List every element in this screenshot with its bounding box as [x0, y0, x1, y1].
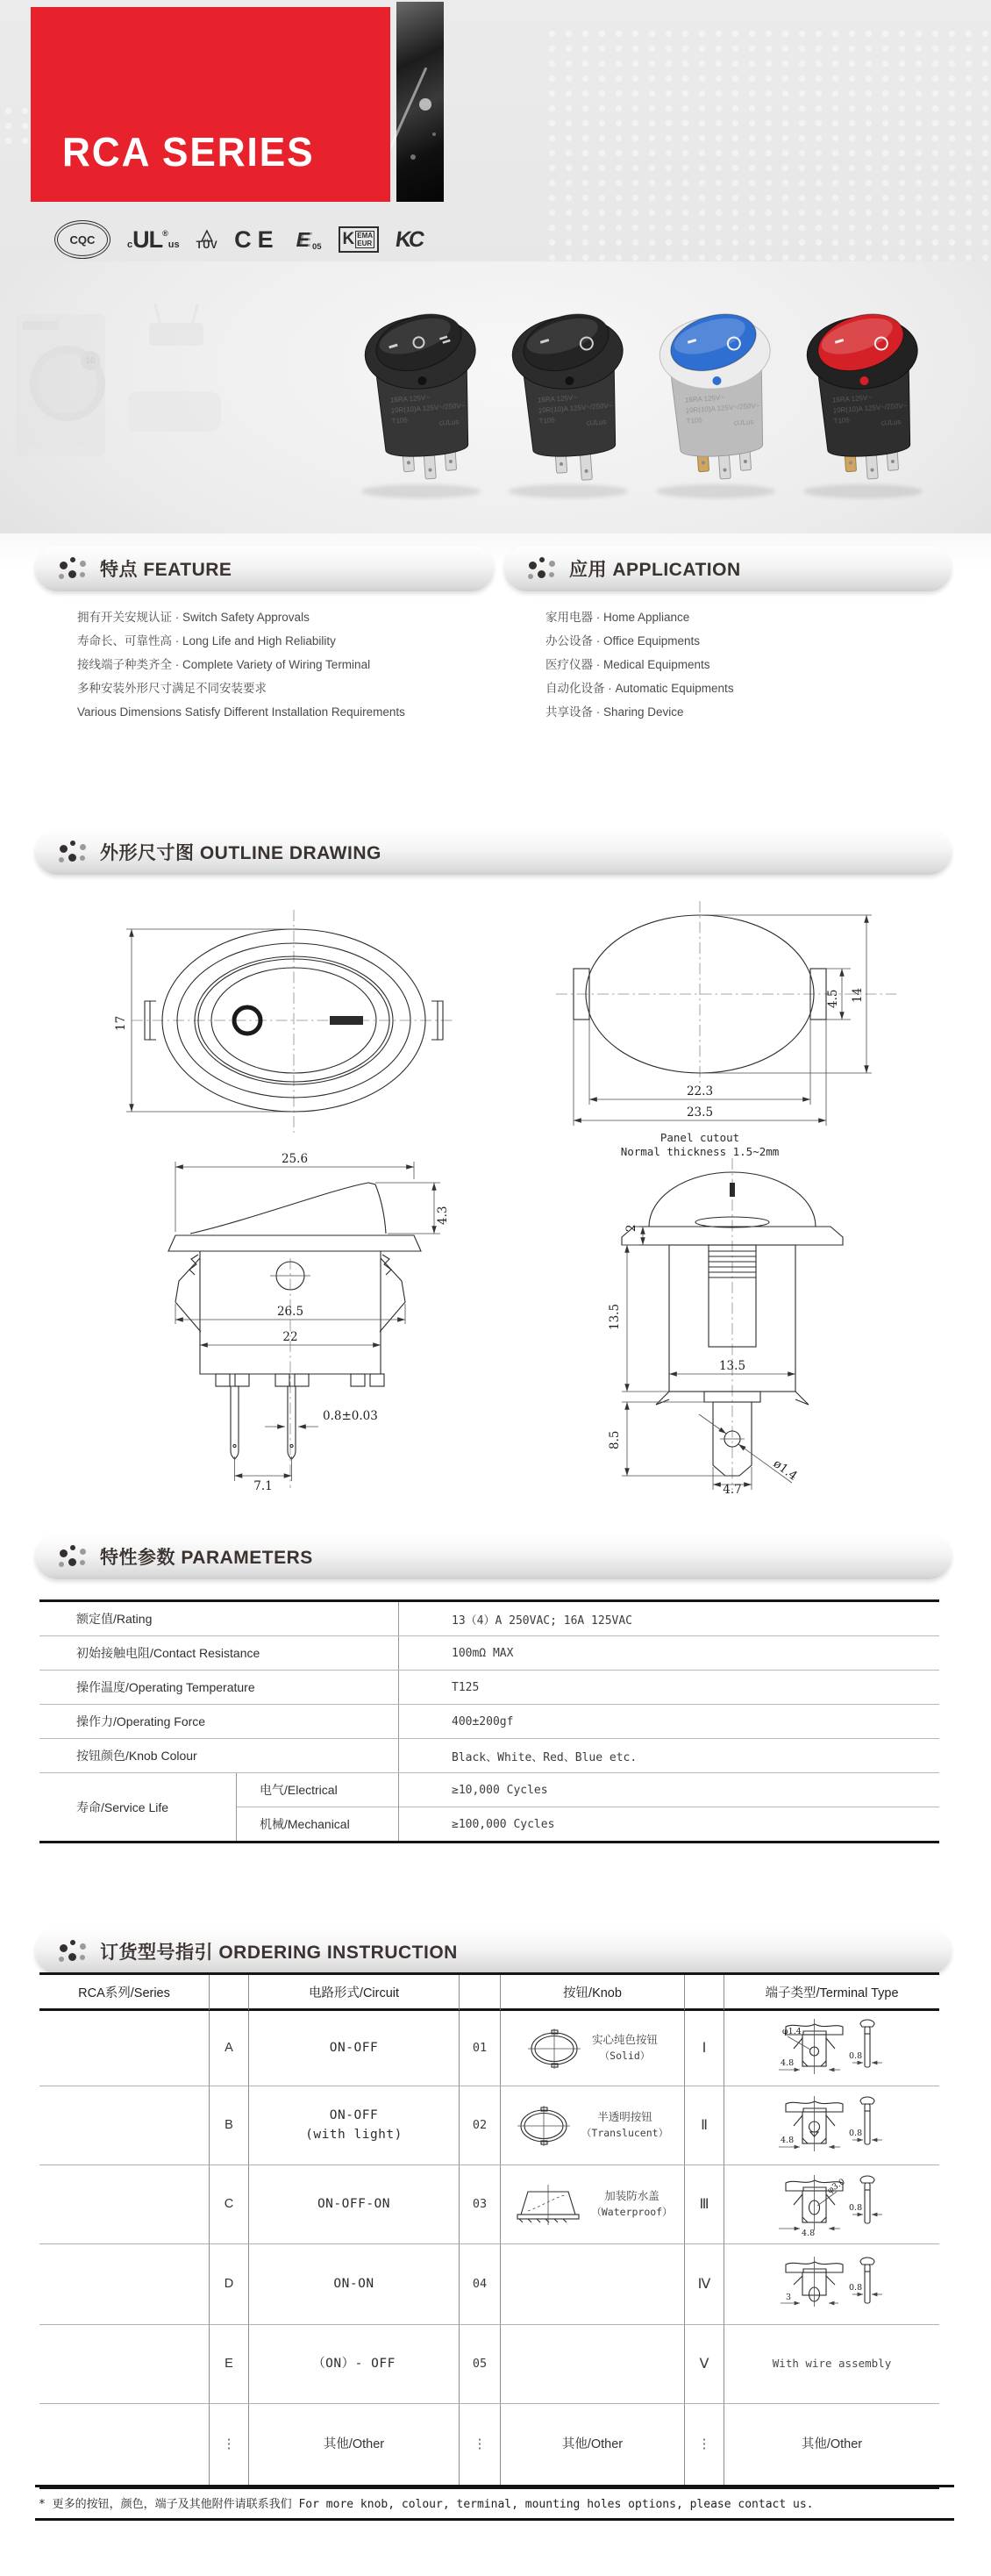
- rocker-switch-blue: [645, 283, 789, 498]
- svg-text:cULus: cULus: [733, 418, 754, 427]
- aircon-ghost-image: [128, 391, 221, 432]
- knob-label-en: （Waterproof）: [591, 2206, 673, 2219]
- terminal-drawing-3: [766, 2171, 898, 2239]
- svg-text:22: 22: [282, 1330, 298, 1344]
- svg-text:0.8: 0.8: [848, 2050, 862, 2061]
- knob-cell: [501, 2086, 685, 2165]
- svg-text:8.5: 8.5: [608, 1430, 622, 1449]
- cqc-label: CQC: [69, 233, 96, 247]
- feature-title: 特点 FEATURE: [100, 560, 232, 580]
- ul-suffix: us: [168, 239, 180, 250]
- svg-text:25.6: 25.6: [281, 1152, 309, 1166]
- circuit-cell: 其他/Other: [249, 2404, 460, 2486]
- feature-item: 拥有开关安规认证 · Switch Safety Approvals: [77, 611, 310, 624]
- column-header-knob: 按钮/Knob: [501, 1975, 685, 2011]
- terminal-drawing-2: [766, 2092, 898, 2160]
- circuit-line2: (with light): [305, 2127, 403, 2142]
- svg-text:0.8±0.03: 0.8±0.03: [323, 1409, 378, 1423]
- certification-row: [54, 219, 422, 260]
- knob-cell-empty: [501, 2244, 685, 2325]
- terminal-cell: [724, 2244, 939, 2325]
- circuit-cell: ON-ON: [249, 2244, 460, 2325]
- param-label: 寿命/Service Life: [39, 1773, 237, 1841]
- param-value: Black、White、Red、Blue etc.: [452, 1750, 638, 1764]
- tuv-triangle-icon: △: [201, 225, 213, 243]
- knob-cell: [501, 2165, 685, 2244]
- feature-list: [77, 605, 405, 724]
- rocker-switch-red: [793, 283, 937, 498]
- dot-pattern-left: [0, 104, 30, 153]
- svg-text:0.8: 0.8: [848, 2202, 862, 2213]
- param-sublabel: 电气/Electrical: [237, 1773, 398, 1807]
- terminal-roman-cell: Ⅲ: [685, 2165, 724, 2244]
- parameters-section-header: [35, 1534, 952, 1579]
- outline-title: 外形尺寸图 OUTLINE DRAWING: [100, 843, 381, 863]
- svg-text:4.8: 4.8: [801, 2228, 815, 2238]
- svg-text:4.7: 4.7: [723, 1483, 742, 1494]
- terminal-cell: [724, 2011, 939, 2086]
- terminal-roman-cell: Ⅱ: [685, 2086, 724, 2165]
- svg-text:4.8: 4.8: [780, 2135, 794, 2145]
- table-row: [39, 1739, 939, 1773]
- svg-text:cULus: cULus: [880, 418, 902, 427]
- series-cell: [39, 2325, 210, 2404]
- emark-logo: [296, 228, 322, 252]
- svg-text:17: 17: [114, 1015, 128, 1031]
- rocker-switch-black-3pos: [351, 283, 495, 498]
- param-value: 100mΩ MAX: [452, 1646, 514, 1660]
- svg-text:4.3: 4.3: [436, 1206, 450, 1225]
- svg-text:16RA 125V~: 16RA 125V~: [389, 393, 431, 404]
- svg-text:Panel cutout: Panel cutout: [659, 1131, 740, 1144]
- application-item: 医疗仪器 · Medical Equipments: [545, 658, 710, 671]
- dot-cluster-icon: [58, 838, 89, 866]
- drawing-top-view: [114, 908, 456, 1136]
- kema-line2: EUR: [357, 240, 373, 247]
- svg-text:T105: T105: [686, 416, 703, 426]
- svg-text:0.8: 0.8: [848, 2128, 862, 2138]
- code-cell: 01: [460, 2011, 501, 2086]
- svg-text:cULus: cULus: [586, 418, 607, 427]
- svg-text:φ3.0: φ3.0: [825, 2176, 847, 2195]
- knob-cell: [501, 2011, 685, 2086]
- router-ghost-image: [149, 323, 203, 346]
- svg-text:T105: T105: [538, 416, 556, 426]
- knob-label-zh: 实心纯色按钮: [591, 2033, 658, 2046]
- table-row: [39, 1671, 939, 1705]
- application-list: [545, 605, 734, 724]
- emark-number: 05: [311, 241, 322, 252]
- letter-cell: B: [210, 2086, 249, 2165]
- column-header-spacer: [210, 1975, 249, 2011]
- washer-badge: 10: [81, 351, 100, 370]
- svg-text:3: 3: [785, 2292, 791, 2302]
- application-section-header: [504, 546, 952, 591]
- tuv-logo: [196, 225, 218, 252]
- series-cell: [39, 2165, 210, 2244]
- svg-text:16RA 125V~: 16RA 125V~: [537, 393, 578, 404]
- terminal-roman-cell: Ⅰ: [685, 2011, 724, 2086]
- footer-text: * 更多的按钮，颜色，端子及其他附件请联系我们 For more knob, colour, terminal, mounting holes options, please contact us.: [39, 2498, 814, 2511]
- circuit-cell: [249, 2086, 460, 2165]
- ul-logo: [127, 226, 180, 254]
- svg-text:ø1.4: ø1.4: [770, 1456, 801, 1484]
- circuit-line1: ON-OFF: [329, 2107, 379, 2122]
- letter-cell: ⋮: [210, 2404, 249, 2486]
- svg-text:10R(10)A 125V~/250V~: 10R(10)A 125V~/250V~: [538, 401, 613, 415]
- feature-section-header: [35, 546, 494, 591]
- code-cell: 04: [460, 2244, 501, 2325]
- dot-cluster-icon: [58, 555, 89, 583]
- knob-label-zh: 半透明按钮: [597, 2110, 652, 2123]
- column-header-circuit: 电路形式/Circuit: [249, 1975, 460, 2011]
- svg-text:Normal thickness 1.5~2mm: Normal thickness 1.5~2mm: [620, 1145, 780, 1158]
- terminal-cell: With wire assembly: [724, 2325, 939, 2404]
- param-sublabel: 机械/Mechanical: [260, 1817, 350, 1831]
- param-value: 13（4）A 250VAC; 16A 125VAC: [452, 1614, 633, 1628]
- terminal-drawing-4: [766, 2252, 898, 2317]
- knob-cell: 其他/Other: [501, 2404, 685, 2486]
- kema-logo: [339, 226, 380, 253]
- title-banner: [31, 7, 390, 202]
- ul-prefix: c: [127, 239, 133, 250]
- knob-label-en: （Solid）: [599, 2050, 651, 2063]
- terminal-cell: [724, 2086, 939, 2165]
- terminal-roman-cell: Ⅳ: [685, 2244, 724, 2325]
- letter-cell: E: [210, 2325, 249, 2404]
- knob-label-en: （Translucent）: [581, 2127, 669, 2140]
- feature-item: 多种安装外形尺寸满足不同安装要求: [77, 682, 267, 695]
- svg-text:10R(10)A 125V~/250V~: 10R(10)A 125V~/250V~: [685, 401, 760, 415]
- parameters-table: [39, 1599, 939, 1843]
- ce-logo: CE: [234, 225, 280, 253]
- svg-text:22.3: 22.3: [686, 1084, 714, 1098]
- dot-pattern-topright: [544, 26, 989, 290]
- application-item: 家用电器 · Home Appliance: [545, 611, 690, 624]
- svg-text:14: 14: [851, 987, 865, 1003]
- param-label: 操作温度/Operating Temperature: [39, 1671, 399, 1704]
- knob-drawing-translucent: [517, 2104, 574, 2148]
- svg-text:10R(10)A 125V~/250V~: 10R(10)A 125V~/250V~: [832, 401, 908, 415]
- table-row: [39, 1705, 939, 1739]
- ordering-section-header: [35, 1928, 952, 1974]
- ordering-title: 订货型号指引 ORDERING INSTRUCTION: [100, 1943, 458, 1963]
- column-header-spacer: [460, 1975, 501, 2011]
- footer-note: [35, 2485, 954, 2521]
- feature-item: 接线端子种类齐全 · Complete Variety of Wiring Terminal: [77, 658, 371, 671]
- circuit-cell: （ON）- OFF: [249, 2325, 460, 2404]
- svg-text:4.8: 4.8: [780, 2057, 794, 2068]
- letter-cell: C: [210, 2165, 249, 2244]
- terminal-drawing-1: [766, 2014, 898, 2083]
- circuit-cell: ON-OFF: [249, 2011, 460, 2086]
- column-header-series: RCA系列/Series: [39, 1975, 210, 2011]
- rocker-switch-black-2pos: [498, 283, 642, 498]
- dot-cluster-icon: [58, 1937, 89, 1965]
- code-cell: ⋮: [460, 2404, 501, 2486]
- svg-text:16RA 125V~: 16RA 125V~: [684, 393, 725, 404]
- param-label: 按钮颜色/Knob Colour: [39, 1739, 399, 1772]
- ul-label: UL: [132, 225, 163, 253]
- svg-text:13.5: 13.5: [608, 1303, 622, 1330]
- column-header-spacer: [685, 1975, 724, 2011]
- kema-line1: EMA: [357, 231, 374, 240]
- application-item: 办公设备 · Office Equipments: [545, 634, 701, 648]
- table-row: [39, 1602, 939, 1636]
- terminal-roman-cell: ⋮: [685, 2404, 724, 2486]
- outline-section-header: [35, 829, 952, 875]
- svg-text:2: 2: [624, 1224, 638, 1232]
- mark-bar: [330, 1016, 363, 1025]
- svg-text:T105: T105: [833, 416, 851, 426]
- drawing-front-view: [566, 1139, 899, 1494]
- table-row: [39, 1636, 939, 1671]
- series-cell: [39, 2244, 210, 2325]
- svg-text:7.1: 7.1: [253, 1479, 273, 1493]
- svg-text:T105: T105: [391, 416, 409, 426]
- code-cell: 03: [460, 2165, 501, 2244]
- knob-label-zh: 加装防水盖: [604, 2189, 659, 2202]
- svg-text:26.5: 26.5: [276, 1305, 304, 1319]
- svg-text:cULus: cULus: [438, 418, 460, 427]
- emark-label: E: [296, 227, 310, 251]
- application-title: 应用 APPLICATION: [569, 560, 741, 580]
- param-value: T125: [452, 1680, 480, 1694]
- svg-text:23.5: 23.5: [686, 1106, 714, 1120]
- letter-cell: D: [210, 2244, 249, 2325]
- circuit-board-photo: [396, 2, 444, 202]
- drawing-side-view: [107, 1148, 467, 1494]
- param-value: 400±200gf: [452, 1714, 514, 1728]
- column-header-terminal: 端子类型/Terminal Type: [724, 1975, 939, 2011]
- param-value: ≥100,000 Cycles: [452, 1817, 555, 1831]
- dot-cluster-icon: [527, 555, 559, 583]
- washing-machine-ghost-image: [16, 314, 105, 456]
- application-item: 自动化设备 · Automatic Equipments: [545, 682, 734, 695]
- letter-cell: A: [210, 2011, 249, 2086]
- circuit-cell: ON-OFF-ON: [249, 2165, 460, 2244]
- svg-text:16RA 125V~: 16RA 125V~: [831, 393, 873, 404]
- svg-text:0.8: 0.8: [848, 2282, 862, 2293]
- knob-cell-empty: [501, 2325, 685, 2404]
- ul-reg: ®: [162, 228, 168, 238]
- knob-drawing-solid: [527, 2027, 585, 2071]
- svg-text:φ1.4: φ1.4: [781, 2026, 802, 2036]
- tuv-label: TÜV: [196, 240, 218, 251]
- series-cell: [39, 2011, 210, 2086]
- ordering-table: [39, 1972, 939, 2489]
- kc-logo: KC: [394, 226, 424, 252]
- param-label: 操作力/Operating Force: [39, 1705, 399, 1738]
- terminal-cell: 其他/Other: [801, 2436, 863, 2451]
- application-item: 共享设备 · Sharing Device: [545, 705, 684, 719]
- series-cell: [39, 2404, 210, 2486]
- terminal-cell: [724, 2165, 939, 2244]
- code-cell: 05: [460, 2325, 501, 2404]
- feature-item: Various Dimensions Satisfy Different Installation Requirements: [77, 705, 405, 719]
- parameters-title: 特性参数 PARAMETERS: [100, 1548, 313, 1568]
- svg-text:10R(10)A 125V~/250V~: 10R(10)A 125V~/250V~: [390, 401, 466, 415]
- feature-item: 寿命长、可靠性高 · Long Life and High Reliability: [77, 634, 336, 648]
- service-life-row: [39, 1773, 939, 1841]
- page-title: RCA SERIES: [62, 129, 315, 175]
- param-value: ≥10,000 Cycles: [399, 1773, 939, 1807]
- drawing-panel-cutout: [551, 891, 902, 1158]
- kema-k: K: [342, 230, 355, 248]
- code-cell: 02: [460, 2086, 501, 2165]
- param-label: 初始接触电阻/Contact Resistance: [39, 1636, 399, 1670]
- param-label: 额定值/Rating: [39, 1602, 399, 1635]
- series-cell: [39, 2086, 210, 2165]
- svg-text:4.5: 4.5: [826, 989, 840, 1008]
- dot-cluster-icon: [58, 1542, 89, 1571]
- svg-text:13.5: 13.5: [718, 1359, 746, 1373]
- knob-drawing-waterproof: [512, 2183, 584, 2227]
- terminal-roman-cell: Ⅴ: [685, 2325, 724, 2404]
- cqc-logo: [54, 220, 111, 259]
